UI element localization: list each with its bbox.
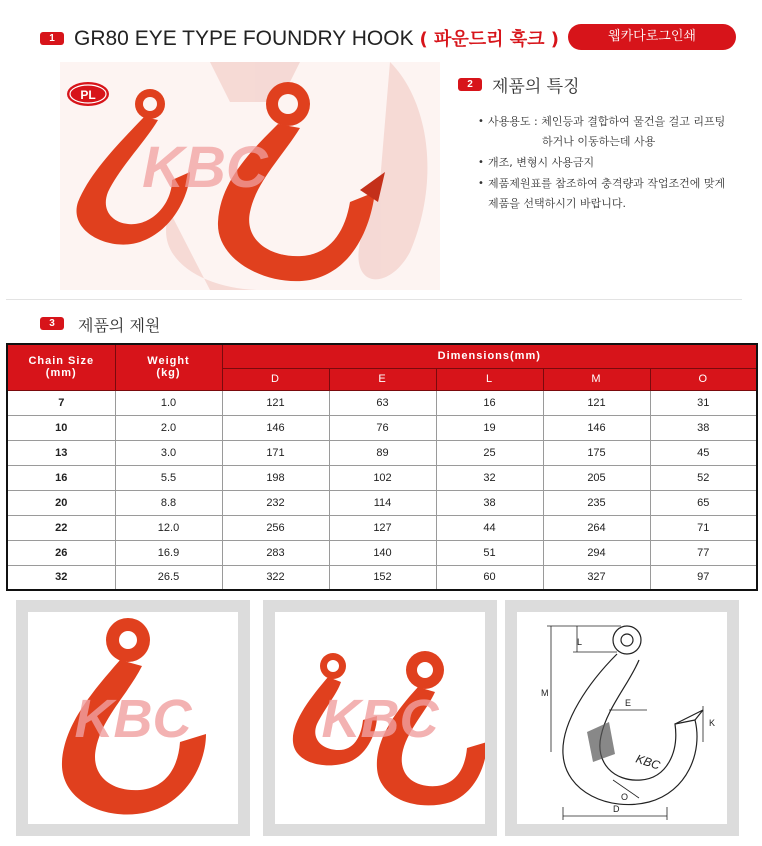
dim-label-l: L	[577, 637, 583, 647]
section-number-badge: 3	[40, 317, 64, 330]
features-list	[478, 112, 758, 214]
product-photo-single	[16, 600, 250, 836]
features-section	[458, 72, 758, 215]
feature-item: • 제품제원표를 참조하여 충격량과 작업조건에 맞게 제품을 선택하시기 바랍니다.	[478, 174, 758, 214]
table-row: 7 1.0 121 63 16 121 31	[7, 390, 757, 415]
table-row: 16 5.5 198 102 32 205 52	[7, 465, 757, 490]
header-d: D	[222, 368, 329, 390]
svg-text:PL: PL	[80, 88, 96, 102]
table-row: 20 8.8 232 114 38 235 65	[7, 490, 757, 515]
dim-label-k: K	[709, 718, 716, 728]
section-number-badge: 2	[458, 78, 482, 91]
spec-table	[6, 343, 758, 591]
dim-label-o: O	[621, 792, 629, 802]
table-row: 10 2.0 146 76 19 146 38	[7, 415, 757, 440]
features-heading: 제품의 특징	[492, 77, 580, 97]
page-title	[74, 25, 559, 51]
dim-label-m: M	[541, 688, 549, 698]
table-row: 13 3.0 171 89 25 175 45	[7, 440, 757, 465]
hero-product-image	[60, 62, 440, 290]
dim-label-e: E	[625, 698, 632, 708]
photo-watermark: KBC	[74, 689, 192, 749]
section-number-badge: 1	[40, 32, 64, 45]
page-title-ko: ( 파운드리 훅크 )	[419, 29, 560, 50]
specs-heading: 제품의 제원	[78, 316, 161, 335]
header-chain-size: Chain Size (mm)	[7, 344, 115, 390]
feature-item: • 개조, 변형시 사용금지	[478, 153, 758, 173]
print-catalog-button[interactable]: 웹카다로그인쇄	[568, 24, 736, 50]
hero-watermark: KBC	[142, 135, 268, 200]
feature-item: • 사용용도 : 체인등과 결합하여 물건을 걸고 리프팅 하거나 이동하는데 사용	[478, 112, 758, 152]
dim-label-d: D	[613, 804, 620, 814]
header-dimensions: Dimensions(mm)	[222, 344, 757, 368]
header-weight: Weight (kg)	[115, 344, 222, 390]
hook-outline-icon	[563, 626, 703, 805]
table-row: 22 12.0 256 127 44 264 71	[7, 515, 757, 540]
header-o: O	[650, 368, 757, 390]
pl-logo-icon	[67, 82, 109, 106]
page-title-en: GR80 EYE TYPE FOUNDRY HOOK	[74, 27, 414, 50]
hook-illustration	[60, 62, 440, 290]
section-divider	[6, 299, 742, 300]
page-header	[40, 24, 740, 54]
product-photo-pair	[263, 600, 497, 836]
diagram-brand: KBC	[634, 751, 662, 773]
hatch-icon	[587, 722, 615, 762]
dimension-diagram	[505, 600, 739, 836]
table-row: 32 26.5 322 152 60 327 97	[7, 565, 757, 590]
table-row: 26 16.9 283 140 51 294 77	[7, 540, 757, 565]
features-heading-row	[458, 72, 758, 98]
photo-watermark: KBC	[321, 689, 439, 749]
header-m: M	[543, 368, 650, 390]
header-l: L	[436, 368, 543, 390]
header-e: E	[329, 368, 436, 390]
